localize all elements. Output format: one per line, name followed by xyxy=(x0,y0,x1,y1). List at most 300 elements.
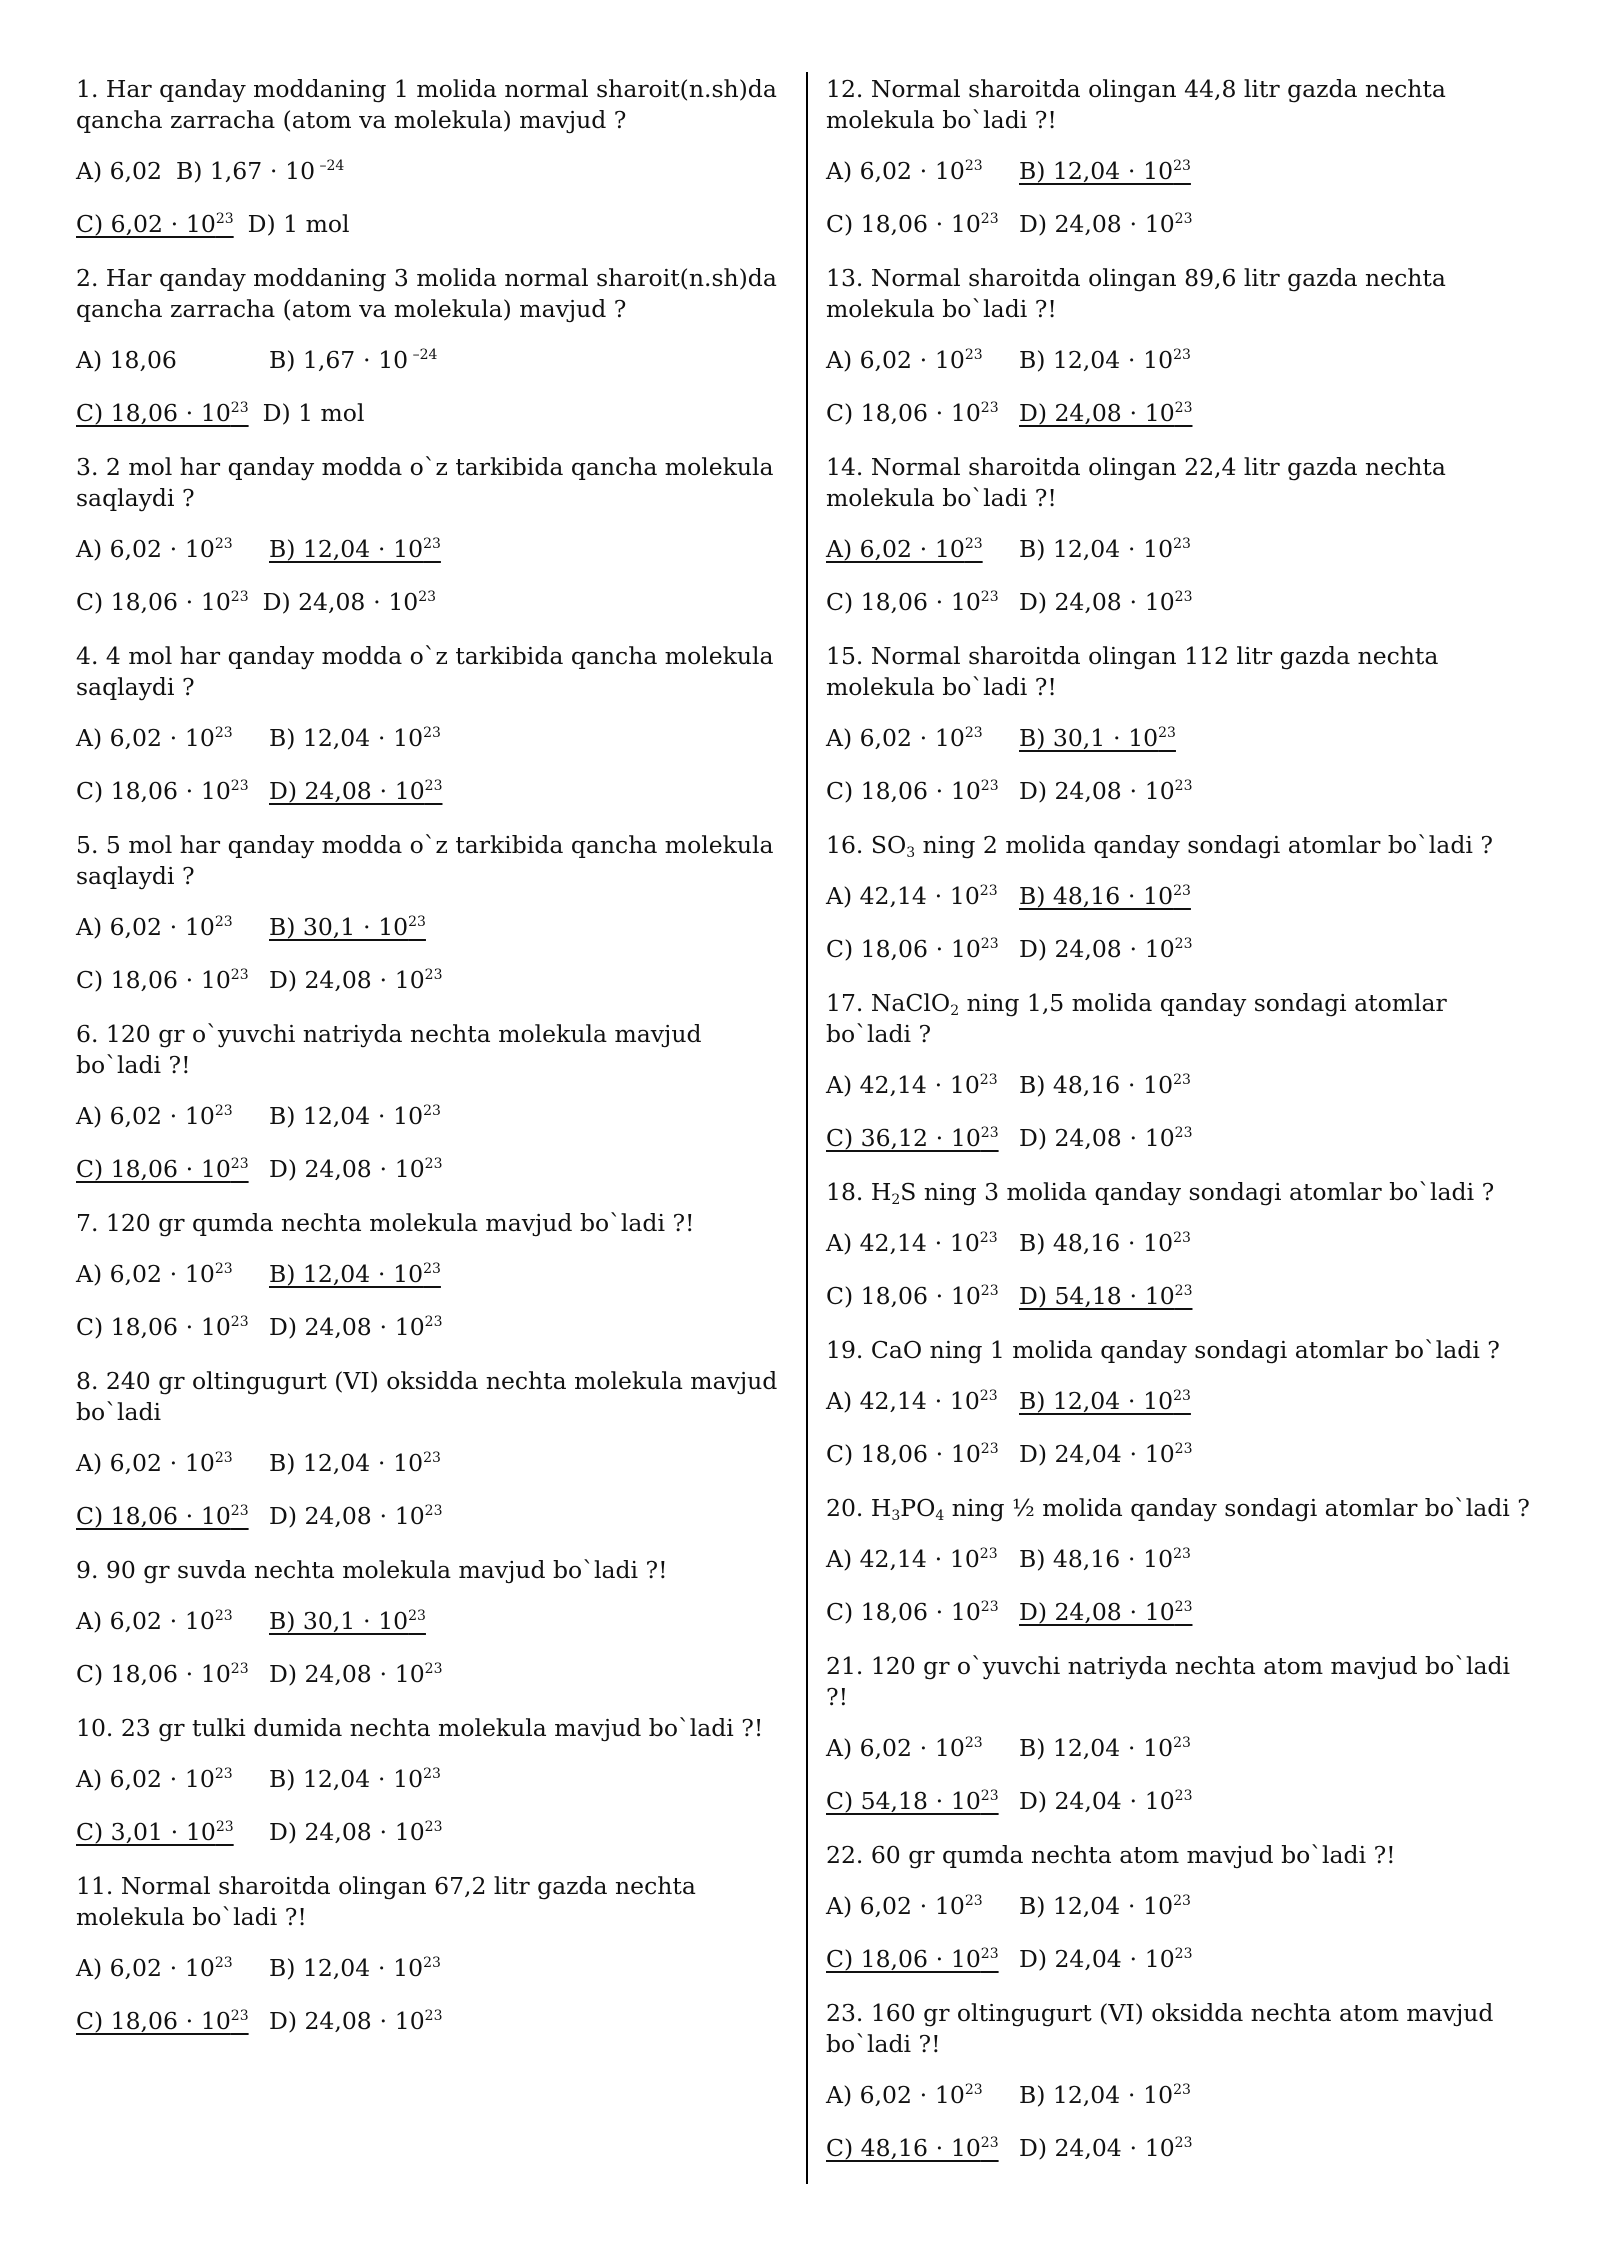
option-exponent: 23 xyxy=(1174,1441,1193,1457)
option-exponent: 23 xyxy=(230,778,249,794)
answer-option[interactable] xyxy=(76,1313,269,1341)
option-label: B) 12,04 ⋅ 10 xyxy=(269,1765,424,1793)
option-label: A) 6,02 ⋅ 10 xyxy=(826,724,965,752)
answer-option[interactable] xyxy=(76,1660,269,1688)
answer-option[interactable] xyxy=(263,588,436,616)
option-label: A) 42,14 ⋅ 10 xyxy=(826,1229,980,1257)
answer-option-correct[interactable] xyxy=(269,535,441,563)
answer-option-correct[interactable] xyxy=(269,777,442,805)
answer-option[interactable] xyxy=(826,1892,1019,1920)
answer-option[interactable] xyxy=(269,1102,441,1130)
option-exponent: 23 xyxy=(1173,1735,1191,1751)
answer-option[interactable] xyxy=(826,724,1019,752)
answer-option-correct[interactable] xyxy=(826,535,1019,563)
option-exponent: 23 xyxy=(1174,1788,1193,1804)
answer-option[interactable] xyxy=(269,1765,441,1793)
option-label: A) 6,02 ⋅ 10 xyxy=(826,2081,965,2109)
answer-option[interactable] xyxy=(269,724,441,752)
answer-option[interactable] xyxy=(76,724,269,752)
answer-option-correct[interactable] xyxy=(76,1155,269,1183)
answer-option[interactable] xyxy=(1019,1545,1191,1573)
question-text: 19. CaO ning 1 molida qanday sondagi atomlar bo`ladi ? xyxy=(826,1336,1500,1364)
option-exponent: 23 xyxy=(230,1156,249,1172)
answer-option[interactable] xyxy=(1019,346,1191,374)
option-exponent: 23 xyxy=(979,1230,998,1246)
answer-option[interactable] xyxy=(76,777,269,805)
option-label: C) 3,01 ⋅ 10 xyxy=(76,1818,216,1846)
answer-options-row xyxy=(76,346,791,374)
answer-options-row xyxy=(826,1282,1536,1310)
answer-options-row xyxy=(826,535,1536,563)
option-label: B) 30,1 ⋅ 10 xyxy=(269,1607,409,1635)
answer-option[interactable] xyxy=(269,966,442,994)
answer-option[interactable] xyxy=(76,1607,269,1635)
option-exponent: 23 xyxy=(964,1893,983,1909)
option-exponent: 23 xyxy=(980,2135,999,2151)
answer-options-row xyxy=(826,1124,1536,1152)
option-label: B) 12,04 ⋅ 10 xyxy=(269,1260,424,1288)
answer-option[interactable] xyxy=(1019,1229,1191,1257)
option-label: C) 18,06 ⋅ 10 xyxy=(76,1155,231,1183)
answer-option[interactable] xyxy=(76,1765,269,1793)
option-exponent: 23 xyxy=(1174,400,1193,416)
option-label: B) 48,16 ⋅ 10 xyxy=(1019,1545,1174,1573)
answer-options-row xyxy=(826,210,1536,238)
answer-option[interactable] xyxy=(76,588,249,616)
option-exponent: 23 xyxy=(424,1661,443,1677)
option-label: B) 12,04 ⋅ 10 xyxy=(269,1449,424,1477)
option-exponent: 23 xyxy=(424,1819,443,1835)
option-exponent: 23 xyxy=(230,967,249,983)
option-label: B) 12,04 ⋅ 10 xyxy=(269,1954,424,1982)
option-label: D) 24,08 ⋅ 10 xyxy=(1019,1124,1175,1152)
option-exponent: 23 xyxy=(1174,211,1193,227)
option-label: C) 18,06 ⋅ 10 xyxy=(76,777,231,805)
option-label: C) 18,06 ⋅ 10 xyxy=(826,1440,981,1468)
answer-option-correct[interactable] xyxy=(826,1945,1019,1973)
option-label: D) 24,08 ⋅ 10 xyxy=(1019,777,1175,805)
question-text: 1. Har qanday moddaning 1 molida normal sharoit(n.sh)da qancha zarracha (atom va molekula) mavjud ? xyxy=(76,75,777,134)
answer-option[interactable] xyxy=(826,1229,1019,1257)
option-label: C) 18,06 ⋅ 10 xyxy=(826,1945,981,1973)
option-label: A) 42,14 ⋅ 10 xyxy=(826,882,980,910)
option-label: C) 18,06 ⋅ 10 xyxy=(76,1502,231,1530)
answer-options-row xyxy=(76,157,791,185)
answer-option[interactable] xyxy=(826,935,1019,963)
option-label: B) 12,04 ⋅ 10 xyxy=(1019,157,1174,185)
option-label: B) 12,04 ⋅ 10 xyxy=(1019,535,1174,563)
answer-option[interactable] xyxy=(1019,1440,1192,1468)
option-exponent: 23 xyxy=(980,1599,999,1615)
answer-option[interactable] xyxy=(1019,1892,1191,1920)
option-label: D) 24,08 ⋅ 10 xyxy=(269,1818,425,1846)
option-label: B) 30,1 ⋅ 10 xyxy=(269,913,409,941)
option-label: C) 18,06 ⋅ 10 xyxy=(826,1282,981,1310)
option-label: D) 24,08 ⋅ 10 xyxy=(1019,399,1175,427)
answer-option[interactable] xyxy=(826,1387,1019,1415)
answer-option[interactable] xyxy=(1019,935,1192,963)
option-label: C) 6,02 ⋅ 10 xyxy=(76,210,216,238)
answer-option[interactable] xyxy=(176,157,344,185)
option-label: D) 1 mol xyxy=(262,399,365,427)
answer-option[interactable] xyxy=(1019,1734,1191,1762)
option-label: D) 54,18 ⋅ 10 xyxy=(1019,1282,1175,1310)
option-exponent: 23 xyxy=(423,1955,441,1971)
answer-option[interactable] xyxy=(826,157,1019,185)
option-exponent: 23 xyxy=(215,1819,234,1835)
option-exponent: 23 xyxy=(964,536,983,552)
option-label: A) 6,02 ⋅ 10 xyxy=(76,1765,215,1793)
answer-option-correct[interactable] xyxy=(1019,1598,1192,1626)
option-label: A) 42,14 ⋅ 10 xyxy=(826,1071,980,1099)
option-label: A) 6,02 ⋅ 10 xyxy=(76,1449,215,1477)
answer-options-row xyxy=(826,724,1536,752)
option-label: B) 12,04 ⋅ 10 xyxy=(1019,1387,1174,1415)
option-label: A) 6,02 ⋅ 10 xyxy=(826,157,965,185)
option-label: B) 12,04 ⋅ 10 xyxy=(1019,346,1174,374)
question-text: 3. 2 mol har qanday modda o`z tarkibida qancha molekula saqlaydi ? xyxy=(76,453,774,512)
option-label: A) 42,14 ⋅ 10 xyxy=(826,1387,980,1415)
option-label: D) 24,08 ⋅ 10 xyxy=(269,1502,425,1530)
option-exponent: 23 xyxy=(424,1156,443,1172)
option-label: C) 18,06 ⋅ 10 xyxy=(826,935,981,963)
answer-option-correct[interactable] xyxy=(76,1818,269,1846)
answer-options-row xyxy=(76,1102,791,1130)
answer-options-row xyxy=(826,935,1536,963)
answer-option[interactable] xyxy=(269,1313,442,1341)
option-label: C) 18,06 ⋅ 10 xyxy=(76,588,231,616)
option-exponent: 23 xyxy=(214,1103,233,1119)
answer-option-correct[interactable] xyxy=(269,1260,441,1288)
option-label: D) 24,08 ⋅ 10 xyxy=(1019,1598,1175,1626)
option-exponent: 23 xyxy=(979,1388,998,1404)
answer-option-correct[interactable] xyxy=(1019,882,1191,910)
answer-option[interactable] xyxy=(76,1102,269,1130)
question-text: 18. $H_2S$ ning 3 molida qanday sondagi atomlar bo`ladi ? xyxy=(826,1178,1495,1208)
option-exponent: 23 xyxy=(214,914,233,930)
option-exponent: 23 xyxy=(980,211,999,227)
answer-option-correct[interactable] xyxy=(269,1607,426,1635)
answer-option[interactable] xyxy=(826,1071,1019,1099)
answer-option[interactable] xyxy=(269,1155,442,1183)
answer-options-row xyxy=(826,1945,1536,1973)
option-exponent: 23 xyxy=(424,778,443,794)
option-label: C) 18,06 ⋅ 10 xyxy=(76,1660,231,1688)
option-exponent: 23 xyxy=(214,725,233,741)
option-exponent: 23 xyxy=(214,1608,233,1624)
answer-option[interactable] xyxy=(1019,777,1192,805)
answer-option-correct[interactable] xyxy=(76,2007,269,2035)
answer-option[interactable] xyxy=(826,1734,1019,1762)
option-label: C) 18,06 ⋅ 10 xyxy=(826,399,981,427)
option-label: C) 18,06 ⋅ 10 xyxy=(826,588,981,616)
option-label: A) 6,02 ⋅ 10 xyxy=(76,1607,215,1635)
option-exponent: 23 xyxy=(423,1450,441,1466)
option-label: B) 1,67 ⋅ 10 xyxy=(269,346,409,374)
option-label: D) 24,04 ⋅ 10 xyxy=(1019,1787,1175,1815)
answer-options-row xyxy=(76,210,791,238)
answer-options-row xyxy=(826,2134,1536,2162)
option-exponent: 23 xyxy=(964,158,983,174)
question-text: 17. NaClO$_2$ ning 1,5 molida qanday sondagi atomlar bo`ladi ? xyxy=(826,989,1447,1048)
answer-option[interactable] xyxy=(1019,588,1192,616)
option-exponent: 23 xyxy=(1173,158,1191,174)
answer-option[interactable] xyxy=(76,966,269,994)
option-label: D) 24,08 ⋅ 10 xyxy=(269,1155,425,1183)
answer-options-row xyxy=(826,1892,1536,1920)
answer-option-correct[interactable] xyxy=(76,1502,269,1530)
answer-options-row xyxy=(76,1954,791,1982)
answer-options-row xyxy=(826,1071,1536,1099)
option-label: A) 6,02 ⋅ 10 xyxy=(76,1260,215,1288)
option-exponent: 23 xyxy=(979,1546,998,1562)
option-exponent: 23 xyxy=(230,1503,249,1519)
answer-option-correct[interactable] xyxy=(1019,724,1176,752)
option-exponent: 23 xyxy=(408,914,426,930)
answer-option[interactable] xyxy=(269,2007,442,2035)
answer-option[interactable] xyxy=(826,399,1019,427)
option-exponent: 23 xyxy=(980,1788,999,1804)
answer-option[interactable] xyxy=(76,913,269,941)
option-exponent: 23 xyxy=(1173,1230,1191,1246)
option-exponent: 23 xyxy=(214,536,233,552)
question-text: 11. Normal sharoitda olingan 67,2 litr gazda nechta molekula bo`ladi ?! xyxy=(76,1872,696,1931)
option-exponent: 23 xyxy=(424,1314,443,1330)
question-text: 15. Normal sharoitda olingan 112 litr gazda nechta molekula bo`ladi ?! xyxy=(826,642,1439,701)
answer-option[interactable] xyxy=(76,1449,269,1477)
answer-options-row xyxy=(826,1440,1536,1468)
answer-option[interactable] xyxy=(248,210,350,238)
answer-option[interactable] xyxy=(826,1282,1019,1310)
option-exponent: 23 xyxy=(980,589,999,605)
answer-option[interactable] xyxy=(76,157,162,185)
answer-option-correct[interactable] xyxy=(76,399,249,427)
option-exponent: 23 xyxy=(214,1261,233,1277)
answer-option-correct[interactable] xyxy=(269,913,426,941)
answer-option-correct[interactable] xyxy=(1019,399,1192,427)
option-label: B) 12,04 ⋅ 10 xyxy=(269,1102,424,1130)
option-label: B) 1,67 ⋅ 10 xyxy=(175,157,316,185)
answer-options-row xyxy=(826,882,1536,910)
answer-option[interactable] xyxy=(263,399,365,427)
option-exponent: 23 xyxy=(1174,2135,1193,2151)
option-label: B) 12,04 ⋅ 10 xyxy=(1019,2081,1174,2109)
left-column xyxy=(76,74,791,2060)
option-exponent: 23 xyxy=(1174,1125,1193,1141)
option-exponent: 23 xyxy=(1173,1072,1191,1088)
option-exponent: 23 xyxy=(964,2082,983,2098)
answer-option[interactable] xyxy=(1019,1124,1192,1152)
option-exponent: 23 xyxy=(1173,2082,1191,2098)
answer-option-correct[interactable] xyxy=(76,210,234,238)
answer-option[interactable] xyxy=(1019,1945,1192,1973)
option-label: A) 6,02 ⋅ 10 xyxy=(826,346,965,374)
question-text: 12. Normal sharoitda olingan 44,8 litr gazda nechta molekula bo`ladi ?! xyxy=(826,75,1446,134)
option-label: C) 18,06 ⋅ 10 xyxy=(826,777,981,805)
option-label: B) 48,16 ⋅ 10 xyxy=(1019,1229,1174,1257)
column-divider xyxy=(806,72,808,2184)
question-text: 22. 60 gr qumda nechta atom mavjud bo`ladi ?! xyxy=(826,1841,1396,1869)
answer-option[interactable] xyxy=(1019,535,1191,563)
option-label: A) 18,06 xyxy=(76,346,177,374)
option-label: A) 6,02 ⋅ 10 xyxy=(76,724,215,752)
answer-option[interactable] xyxy=(826,210,1019,238)
answer-options-row xyxy=(826,1545,1536,1573)
answer-option[interactable] xyxy=(826,777,1019,805)
option-exponent: 23 xyxy=(1173,536,1191,552)
answer-option[interactable] xyxy=(826,1545,1019,1573)
answer-option[interactable] xyxy=(76,535,269,563)
option-label: A) 6,02 ⋅ 10 xyxy=(76,1102,215,1130)
option-label: B) 12,04 ⋅ 10 xyxy=(1019,1734,1174,1762)
answer-option-correct[interactable] xyxy=(826,2134,1019,2162)
answer-options-row xyxy=(826,1387,1536,1415)
option-exponent: 23 xyxy=(1174,936,1193,952)
answer-options-row xyxy=(76,1660,791,1688)
question-text: 6. 120 gr o`yuvchi natriyda nechta molekula mavjud bo`ladi ?! xyxy=(76,1020,702,1079)
option-exponent: –24 xyxy=(315,158,345,174)
option-exponent: 23 xyxy=(214,1955,233,1971)
question-text: 23. 160 gr oltingugurt (VI) oksidda nechta atom mavjud bo`ladi ?! xyxy=(826,1999,1494,2058)
option-exponent: 23 xyxy=(423,1766,441,1782)
answer-option[interactable] xyxy=(1019,2081,1191,2109)
answer-options-row xyxy=(76,2007,791,2035)
option-exponent: 23 xyxy=(980,778,999,794)
option-label: D) 24,04 ⋅ 10 xyxy=(1019,1440,1175,1468)
answer-option[interactable] xyxy=(826,1598,1019,1626)
option-exponent: 23 xyxy=(980,1125,999,1141)
question-text: 2. Har qanday moddaning 3 molida normal sharoit(n.sh)da qancha zarracha (atom va molekula) mavjud ? xyxy=(76,264,777,323)
answer-option-correct[interactable] xyxy=(1019,157,1191,185)
answer-option[interactable] xyxy=(1019,1071,1191,1099)
answer-options-row xyxy=(826,1598,1536,1626)
question-text: 20. $H_3PO_4$ ning ½ molida qanday sondagi atomlar bo`ladi ? xyxy=(826,1494,1530,1524)
option-label: C) 18,06 ⋅ 10 xyxy=(76,1313,231,1341)
option-exponent: 23 xyxy=(423,1103,441,1119)
answer-option[interactable] xyxy=(826,346,1019,374)
answer-option[interactable] xyxy=(269,346,437,374)
answer-option[interactable] xyxy=(76,1954,269,1982)
option-label: A) 6,02 ⋅ 10 xyxy=(76,1954,215,1982)
option-exponent: 23 xyxy=(423,725,441,741)
answer-options-row xyxy=(76,1765,791,1793)
answer-option[interactable] xyxy=(269,1954,441,1982)
answer-option[interactable] xyxy=(826,2081,1019,2109)
option-label: C) 54,18 ⋅ 10 xyxy=(826,1787,981,1815)
option-exponent: 23 xyxy=(964,347,983,363)
question-text: 8. 240 gr oltingugurt (VI) oksidda nechta molekula mavjud bo`ladi xyxy=(76,1367,778,1426)
option-exponent: 23 xyxy=(230,1661,249,1677)
option-exponent: 23 xyxy=(980,400,999,416)
answer-option-correct[interactable] xyxy=(826,1787,1019,1815)
option-label: A) 6,02 ⋅ 10 xyxy=(76,913,215,941)
answer-option[interactable] xyxy=(1019,1787,1192,1815)
question-text: 4. 4 mol har qanday modda o`z tarkibida qancha molekula saqlaydi ? xyxy=(76,642,774,701)
answer-options-row xyxy=(76,1155,791,1183)
option-label: A) 6,02 xyxy=(76,157,162,185)
answer-options-row xyxy=(826,399,1536,427)
answer-options-row xyxy=(826,588,1536,616)
answer-options-row xyxy=(826,1787,1536,1815)
question-text: 9. 90 gr suvda nechta molekula mavjud bo`ladi ?! xyxy=(76,1556,668,1584)
answer-options-row xyxy=(76,724,791,752)
option-exponent: 23 xyxy=(964,1735,983,1751)
answer-options-row xyxy=(826,346,1536,374)
answer-options-row xyxy=(76,1607,791,1635)
option-label: A) 6,02 ⋅ 10 xyxy=(76,535,215,563)
answer-options-row xyxy=(76,1502,791,1530)
answer-options-row xyxy=(826,157,1536,185)
option-label: A) 42,14 ⋅ 10 xyxy=(826,1545,980,1573)
answer-option[interactable] xyxy=(1019,2134,1192,2162)
option-exponent: 23 xyxy=(980,1946,999,1962)
answer-option[interactable] xyxy=(269,1660,442,1688)
answer-option[interactable] xyxy=(269,1449,441,1477)
option-exponent: 23 xyxy=(1173,883,1191,899)
answer-option-correct[interactable] xyxy=(1019,1387,1191,1415)
option-label: A) 6,02 ⋅ 10 xyxy=(826,535,965,563)
option-label: D) 24,04 ⋅ 10 xyxy=(1019,2134,1175,2162)
answer-option[interactable] xyxy=(1019,210,1192,238)
option-exponent: 23 xyxy=(980,1283,999,1299)
option-label: B) 48,16 ⋅ 10 xyxy=(1019,882,1174,910)
answer-option[interactable] xyxy=(826,1440,1019,1468)
question-text: 16. $SO_3$ ning 2 molida qanday sondagi atomlar bo`ladi ? xyxy=(826,831,1493,861)
question-text: 14. Normal sharoitda olingan 22,4 litr gazda nechta molekula bo`ladi ?! xyxy=(826,453,1446,512)
option-label: C) 18,06 ⋅ 10 xyxy=(76,2007,231,2035)
answer-options-row xyxy=(826,777,1536,805)
answer-options-row xyxy=(76,1449,791,1477)
option-exponent: 23 xyxy=(424,1503,443,1519)
answer-options-row xyxy=(76,777,791,805)
option-exponent: 23 xyxy=(418,589,437,605)
answer-option-correct[interactable] xyxy=(1019,1282,1192,1310)
answer-option[interactable] xyxy=(76,346,269,374)
answer-option[interactable] xyxy=(269,1502,442,1530)
option-label: D) 24,08 ⋅ 10 xyxy=(1019,935,1175,963)
option-exponent: 23 xyxy=(1174,778,1193,794)
option-label: C) 48,16 ⋅ 10 xyxy=(826,2134,981,2162)
right-column xyxy=(826,74,1536,2187)
option-exponent: 23 xyxy=(423,536,441,552)
option-label: B) 12,04 ⋅ 10 xyxy=(269,535,424,563)
answer-option[interactable] xyxy=(269,1818,442,1846)
answer-options-row xyxy=(826,1734,1536,1762)
option-label: D) 24,08 ⋅ 10 xyxy=(1019,210,1175,238)
option-exponent: 23 xyxy=(230,1314,249,1330)
answer-option[interactable] xyxy=(826,882,1019,910)
question-text: 13. Normal sharoitda olingan 89,6 litr gazda nechta molekula bo`ladi ?! xyxy=(826,264,1446,323)
question-text: 10. 23 gr tulki dumida nechta molekula mavjud bo`ladi ?! xyxy=(76,1714,764,1742)
option-exponent: –24 xyxy=(408,347,438,363)
option-exponent: 23 xyxy=(215,211,234,227)
option-exponent: 23 xyxy=(1173,1893,1191,1909)
answer-options-row xyxy=(826,1229,1536,1257)
option-label: D) 24,08 ⋅ 10 xyxy=(269,777,425,805)
answer-option[interactable] xyxy=(76,1260,269,1288)
answer-option[interactable] xyxy=(826,588,1019,616)
option-label: B) 30,1 ⋅ 10 xyxy=(1019,724,1159,752)
option-label: D) 24,08 ⋅ 10 xyxy=(262,588,419,616)
option-label: D) 24,04 ⋅ 10 xyxy=(1019,1945,1175,1973)
option-exponent: 23 xyxy=(230,400,249,416)
answer-option-correct[interactable] xyxy=(826,1124,1019,1152)
option-label: C) 36,12 ⋅ 10 xyxy=(826,1124,981,1152)
answer-options-row xyxy=(76,1818,791,1846)
option-exponent: 23 xyxy=(1174,1599,1193,1615)
option-label: B) 12,04 ⋅ 10 xyxy=(269,724,424,752)
option-label: A) 6,02 ⋅ 10 xyxy=(826,1734,965,1762)
